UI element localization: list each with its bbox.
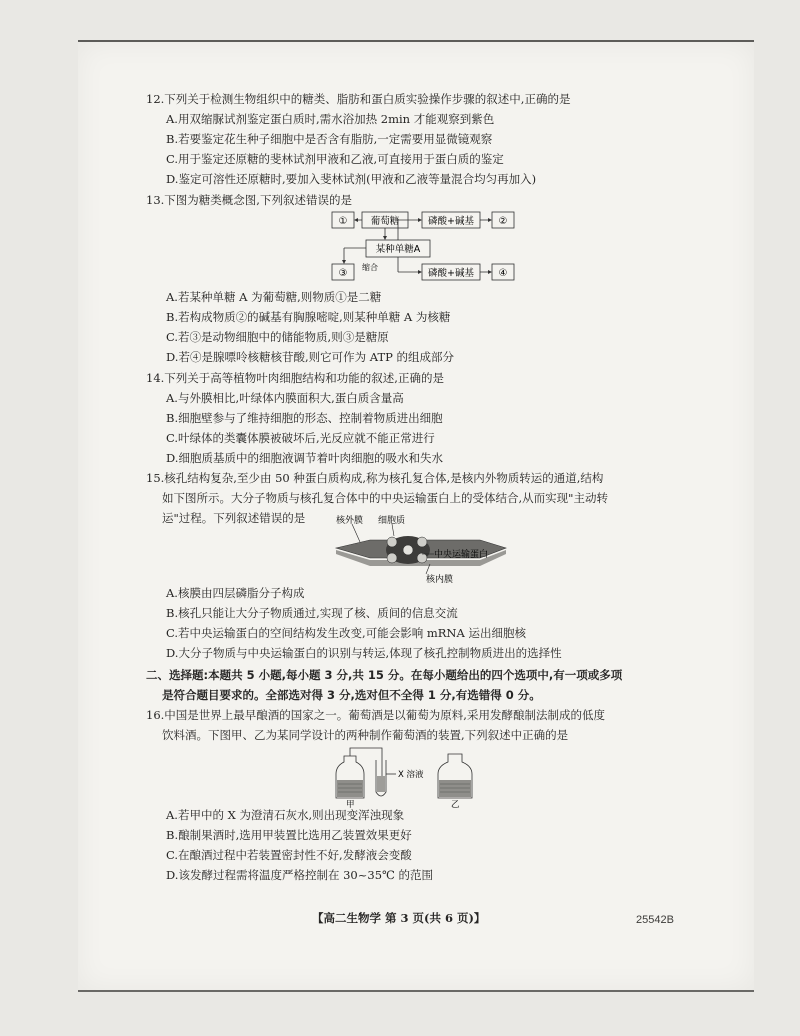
q15-stem-line-3: 运"过程。下列叙述错误的是 [162, 511, 306, 525]
q16-option-b: B.酿制果酒时,选用甲装置比选用乙装置效果更好 [166, 828, 412, 842]
diagram-glucose: 葡萄糖 [370, 216, 400, 227]
q14-option-c: C.叶绿体的类囊体膜被破坏后,光反应就不能正常进行 [166, 431, 435, 445]
q13-option-a: A.若某种单糖 A 为葡萄糖,则物质①是二糖 [166, 290, 382, 304]
q12-option-d: D.鉴定可溶性还原糖时,要加入斐林试剂(甲液和乙液等量混合均匀再加入) [166, 172, 537, 186]
q14-option-d: D.细胞质基质中的细胞液调节着叶肉细胞的吸水和失水 [166, 451, 443, 465]
q16-stem-line-1: 16.中国是世界上最早酿酒的国家之一。葡萄酒是以葡萄为原料,采用发酵酿制法制成的低度 [146, 708, 605, 722]
wine-apparatus-figure [330, 744, 490, 808]
page-footer-title: 【高二生物学 第 3 页(共 6 页)】 [312, 911, 486, 925]
q14-option-a: A.与外膜相比,叶绿体内膜面积大,蛋白质含量高 [166, 391, 404, 405]
q14-stem: 14.下列关于高等植物叶肉细胞结构和功能的叙述,正确的是 [146, 371, 444, 385]
figure-cytoplasm-label: 细胞质 [378, 516, 406, 526]
q13-option-d: D.若④是腺嘌呤核糖核苷酸,则它可作为 ATP 的组成部分 [166, 350, 455, 364]
section-2-instructions-line-2: 是符合题目要求的。全部选对得 3 分,选对但不全得 1 分,有选错得 0 分。 [162, 688, 541, 702]
nuclear-pore-figure [330, 514, 510, 586]
figure-outer-membrane-label: 核外膜 [336, 516, 364, 526]
figure-central-protein-label: 中央运输蛋白 [434, 550, 489, 560]
exam-code: 25542B [636, 914, 674, 926]
q12-option-c: C.用于鉴定还原糖的斐林试剂甲液和乙液,可直接用于蛋白质的鉴定 [166, 152, 504, 166]
q15-stem-line-2: 如下图所示。大分子物质与核孔复合体中的中央运输蛋白上的受体结合,从而实现"主动转 [162, 491, 608, 505]
q12-option-b: B.若要鉴定花生种子细胞中是否含有脂肪,一定需要用显微镜观察 [166, 132, 493, 146]
q16-option-c: C.在酿酒过程中若装置密封性不好,发酵液会变酸 [166, 848, 412, 862]
sugar-concept-diagram [330, 208, 520, 286]
q14-option-b: B.细胞壁参与了维持细胞的形态、控制着物质进出细胞 [166, 411, 443, 425]
q12-option-a: A.用双缩脲试剂鉴定蛋白质时,需水浴加热 2min 才能观察到紫色 [166, 112, 495, 126]
q13-stem: 13.下图为糖类概念图,下列叙述错误的是 [146, 193, 352, 207]
diagram-phosphate-base-bottom: 磷酸+碱基 [428, 268, 474, 279]
figure-x-solution-label: X 溶液 [398, 770, 424, 780]
figure-inner-membrane-label: 核内膜 [426, 575, 454, 585]
q15-option-d: D.大分子物质与中央运输蛋白的识别与转运,体现了核孔控制物质进出的选择性 [166, 646, 562, 660]
diagram-box-2: ② [498, 216, 508, 227]
diagram-condense-label: 缩合 [362, 263, 378, 272]
figure-yi-label: 乙 [451, 800, 460, 808]
q15-option-a: A.核膜由四层磷脂分子构成 [166, 586, 305, 600]
diagram-box-1: ① [338, 216, 348, 227]
q13-option-c: C.若③是动物细胞中的储能物质,则③是糖原 [166, 330, 389, 344]
figure-jia-label: 甲 [346, 800, 355, 808]
q16-option-a: A.若甲中的 X 为澄清石灰水,则出现变浑浊现象 [166, 808, 405, 822]
q15-stem-line-1: 15.核孔结构复杂,至少由 50 种蛋白质构成,称为核孔复合体,是核内外物质转运的通道,结构 [146, 471, 604, 485]
diagram-box-4: ④ [498, 268, 508, 279]
diagram-box-3: ③ [338, 268, 348, 279]
section-2-instructions-line-1: 二、选择题:本题共 5 小题,每小题 3 分,共 15 分。在每小题给出的四个选项中,有一项或多项 [146, 668, 623, 682]
q13-option-b: B.若构成物质②的碱基有胸腺嘧啶,则某种单糖 A 为核糖 [166, 310, 451, 324]
q12-stem: 12.下列关于检测生物组织中的糖类、脂肪和蛋白质实验操作步骤的叙述中,正确的是 [146, 92, 571, 106]
diagram-phosphate-base-top: 磷酸+碱基 [428, 216, 474, 227]
q16-stem-line-2: 饮料酒。下图甲、乙为某同学设计的两种制作葡萄酒的装置,下列叙述中正确的是 [162, 728, 569, 742]
q15-option-c: C.若中央运输蛋白的空间结构发生改变,可能会影响 mRNA 运出细胞核 [166, 626, 526, 640]
q16-option-d: D.该发酵过程需将温度严格控制在 30~35℃ 的范围 [166, 868, 434, 882]
q15-option-b: B.核孔只能让大分子物质通过,实现了核、质间的信息交流 [166, 606, 458, 620]
diagram-center-sugar: 某种单糖A [375, 244, 421, 255]
